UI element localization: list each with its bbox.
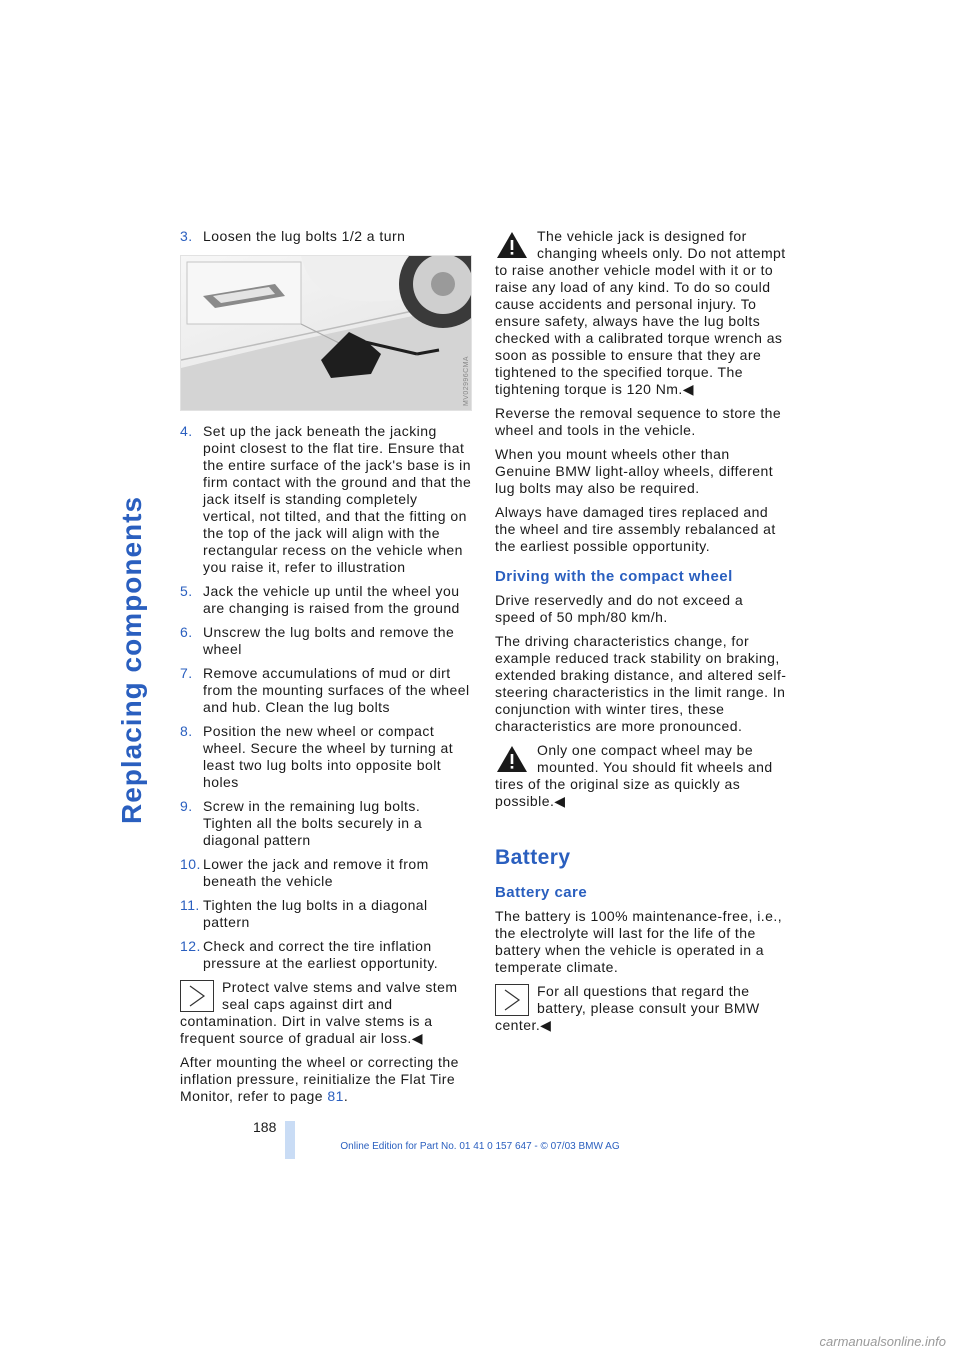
step-text: Set up the jack beneath the jacking point closest to the flat tire. Ensure that the entire surface of the jack's base is in firm contact with the ground and that the jack itself is standing completely vertical, not tilted, and that the fitting on the top of the jack will align with the rectangular recess on the vehicle when you raise it, refer to illustration	[203, 423, 472, 575]
steps-list	[180, 423, 472, 972]
step-8	[180, 723, 472, 791]
battery-care-paragraph: The battery is 100% maintenance-free, i.e., the electrolyte will last for the life of the battery when the vehicle is operated in a temperate climate.	[495, 908, 783, 975]
speed-limit-paragraph: Drive reservedly and do not exceed a speed of 50 mph/80 km/h.	[495, 592, 744, 625]
warning-jack	[495, 228, 787, 398]
note-text: Protect valve stems and valve stem seal caps against dirt and contamination. Dirt in valve stems is a frequent source of gradual air loss.◀	[180, 979, 458, 1046]
step-text: Position the new wheel or compact wheel. Secure the wheel by turning at least two lug bolts into opposite bolt holes	[203, 723, 454, 790]
step-number: 7.	[180, 665, 193, 681]
jack-illustration-drawing	[181, 256, 472, 411]
section-title-text: Replacing components	[116, 495, 148, 825]
left-column	[180, 228, 472, 1112]
step-text: Loosen the lug bolts 1/2 a turn	[203, 228, 406, 244]
step-7	[180, 665, 472, 716]
note-icon	[495, 984, 529, 1016]
step-text: Tighten the lug bolts in a diagonal pattern	[203, 897, 428, 930]
page-reference-link[interactable]: 81	[327, 1088, 344, 1104]
jack-illustration	[180, 255, 472, 411]
step-text: Jack the vehicle up until the wheel you are changing is raised from the ground	[203, 583, 460, 616]
image-code: MV02996CMA	[463, 355, 470, 406]
heading-battery: Battery	[495, 846, 571, 869]
section-title-vertical	[112, 225, 152, 1095]
page-number: 188	[253, 1119, 277, 1135]
store-wheel-paragraph: Reverse the removal sequence to store the wheel and tools in the vehicle.	[495, 405, 782, 438]
step-10	[180, 856, 472, 890]
warning-icon	[495, 743, 529, 775]
note-valve-stems	[180, 979, 472, 1047]
step-4	[180, 423, 472, 576]
warning-compact-wheel	[495, 742, 787, 810]
footer-edition-note: Online Edition for Part No. 01 41 0 157 647 - © 07/03 BMW AG	[340, 1141, 620, 1152]
note-battery-center	[495, 983, 787, 1034]
step-number: 3.	[180, 228, 193, 244]
step-9	[180, 798, 472, 849]
warning-text: The vehicle jack is designed for changing wheels only. Do not attempt to raise another vehicle model with it or to raise any load of any kind. To do so could cause accidents and personal injury. To ensure safety, always have the lug bolts checked with a calibrated torque wrench as soon as possible to ensure that they are tightened to the specified torque. The tightening torque is 120 Nm.◀	[495, 228, 786, 397]
damaged-tires-paragraph: Always have damaged tires replaced and the wheel and tire assembly rebalanced at the earliest possible opportunity.	[495, 504, 776, 554]
step-11	[180, 897, 472, 931]
step-text: Remove accumulations of mud or dirt from the mounting surfaces of the wheel and hub. Clean the lug bolts	[203, 665, 470, 715]
heading-compact-wheel: Driving with the compact wheel	[495, 568, 733, 585]
step-number: 10.	[180, 856, 201, 872]
paragraph-text: After mounting the wheel or correcting the inflation pressure, reinitialize the Flat Tire Monitor, refer to page	[180, 1054, 459, 1104]
note-icon	[180, 980, 214, 1012]
step-text: Screw in the remaining lug bolts. Tighten all the bolts securely in a diagonal pattern	[203, 798, 423, 848]
step-3	[180, 228, 472, 245]
heading-battery-care: Battery care	[495, 884, 588, 901]
paragraph-suffix: .	[343, 1088, 349, 1104]
step-12	[180, 938, 472, 972]
step-number: 11.	[180, 897, 200, 913]
step-number: 9.	[180, 798, 193, 814]
step-5	[180, 583, 472, 617]
step-text: Lower the jack and remove it from beneath the vehicle	[203, 856, 429, 889]
warning-text: Only one compact wheel may be mounted. You should fit wheels and tires of the original size as quickly as possible.◀	[495, 742, 773, 809]
flat-tire-monitor-paragraph	[180, 1054, 472, 1105]
site-watermark: carmanualsonline.info	[819, 1334, 946, 1349]
note-text: For all questions that regard the battery, please consult your BMW center.◀	[495, 983, 760, 1033]
page-edge-bar	[285, 1121, 295, 1159]
step-number: 4.	[180, 423, 193, 439]
lug-bolts-paragraph: When you mount wheels other than Genuine BMW light-alloy wheels, different lug bolts may also be required.	[495, 446, 774, 496]
step-number: 5.	[180, 583, 193, 599]
warning-icon	[495, 229, 529, 261]
step-text: Unscrew the lug bolts and remove the wheel	[203, 624, 455, 657]
right-column	[495, 228, 787, 1041]
step-number: 6.	[180, 624, 193, 640]
driving-characteristics-paragraph: The driving characteristics change, for example reduced track stability on braking, extended braking distance, and altered self-steering characteristics in the limit range. In conjunction with winter tires, these characteristics are more pronounced.	[495, 633, 787, 734]
step-6	[180, 624, 472, 658]
step-text: Check and correct the tire inflation pressure at the earliest opportunity.	[203, 938, 439, 971]
step-number: 12.	[180, 938, 201, 954]
step-number: 8.	[180, 723, 193, 739]
